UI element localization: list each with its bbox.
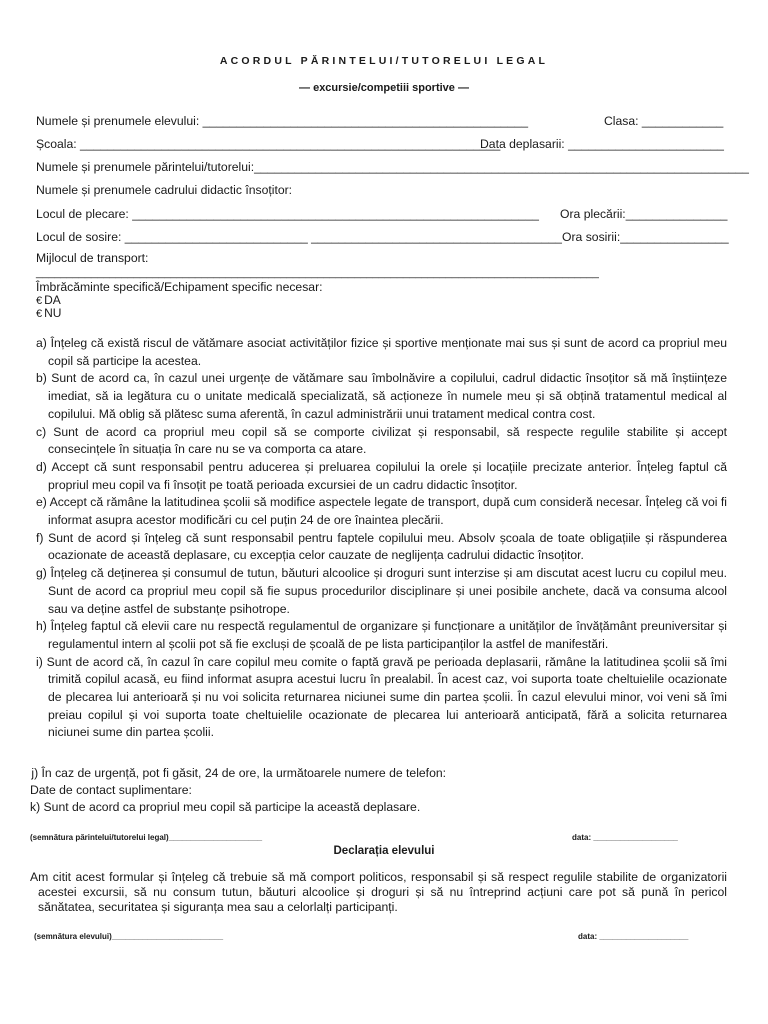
student-date-field[interactable]: data: ____________________ [578, 932, 689, 941]
student-declaration-text: Am citit acest formular și înțeleg că trebuie să mă comport politicos, responsabil și să respect regulile stabilite de organizatorii acestei excursii, să nu consum tutun, băuturi alcoolice și droguri și să nu întreprind acțiuni care pot să pună în pericol sănătatea, securitatea și siguranța mea sau a celorlalți participanți. [30, 870, 727, 914]
student-signature-field[interactable]: (semnătura elevului)_________________________ [34, 932, 224, 941]
clauses-list [36, 335, 727, 742]
clause-c: c) Sunt de acord ca propriul meu copil să se comporte civilizat și responsabil, să respecte regulile stabilite și accept consecințele în situația în care nu se va comporta ca atare. [36, 424, 727, 457]
clause-b: b) Sunt de acord ca, în cazul unei urgențe de vătămare sau îmbolnăvire a copilului, cadrul didactic însoțitor să mă înștiințeze imediat, să ia legătura cu o unitate medicală specializată, să acționeze în numele meu și să obțină tratamentul medical al copilului. Mă oblig să plătesc suma aferentă, în cazul administrării unui tratament medical contra cost. [36, 371, 727, 421]
checkbox-icon[interactable]: € [36, 308, 43, 320]
document-title: ACORDUL PĂRINTELUI/TUTORELUI LEGAL [219, 55, 549, 67]
teacher-name-label: Numele și prenumele cadrului didactic însoțitor: [36, 183, 293, 197]
clause-d: d) Accept că sunt responsabil pentru aducerea și preluarea copilului la orele și locațiile precizate anterior. Înțeleg faptul că propriul meu copil va fi însoțit pe toată perioada excursiei de un cadru didactic însoțitor. [36, 459, 727, 492]
clause-h: h) Înțeleg faptul că elevii care nu respectă regulamentul de organizare și funcționare a unităților de învățământ preuniversitar și regulamentul intern al școlii pot să fie excluși de școală de pe lista participanților la astfel de manifestări. [36, 619, 727, 651]
checkbox-icon[interactable]: € [36, 295, 43, 307]
student-name-field[interactable]: Numele și prenumele elevului: ________________________________________________ [36, 114, 528, 128]
student-declaration [30, 870, 727, 915]
departure-place-field[interactable]: Locul de plecare: ____________________________________________________________ [36, 207, 539, 221]
option-nu[interactable] [36, 307, 61, 320]
equipment-label: Îmbrăcăminte specifică/Echipament specific necesar: [36, 280, 323, 294]
clause-a: a) Înțeleg că există riscul de vătămare asociat activităților fizice și sportive menționate mai sus și sunt de acord ca propriul meu copil să participe la acestea. [36, 336, 727, 368]
option-nu-label: NU [44, 306, 62, 320]
parent-signature-field[interactable]: (semnătura părintelui/tutorelui legal)_____________________ [30, 833, 263, 842]
clause-e: e) Accept că rămâne la latitudinea școlii să modifice aspectele legate de transport, după cum consideră necesar. Înțeleg că voi fi informat asupra acestor modificări cu cel puțin 24 de ore înaintea plecării. [36, 495, 727, 528]
document-subtitle: — excursie/competiii sportive — [299, 82, 469, 94]
student-declaration-title: Declarația elevului [333, 845, 435, 857]
transport-label: Mijlocul de transport: [36, 251, 149, 265]
trip-date-field[interactable]: Data deplasarii: _______________________ [480, 137, 724, 151]
extra-contact-label: Date de contact suplimentare: [30, 783, 192, 797]
class-field[interactable]: Clasa: ____________ [604, 114, 724, 128]
clause-i: i) Sunt de acord că, în cazul în care copilul meu comite o faptă gravă pe perioada deplasarii, rămâne la latitudinea școlii să îmi trimită copilul acasă, eu fiind informat asupra acestui lucru în prealabil. În acest caz, voi suporta toate cheltuielile ocazionate de plecarea lui anterioară și nu voi solicita returnarea niciunei sume din partea școlii. În cazul elevului minor, voi veni să îmi preiau copilul și voi suporta toate cheltuielile ocazionate de plecarea lui anterioară anticipată, fără a solicita returnarea niciunei sume din partea școlii. [36, 654, 727, 740]
parent-name-field[interactable]: Numele și prenumele părintelui/tutorelui:_________________________________________________________________________ [36, 160, 749, 174]
transport-field[interactable]: ____________________________________________________________________________________________ [36, 267, 599, 279]
clause-g: g) Înțeleg că deținerea și consumul de tutun, băuturi alcoolice și droguri sunt interzise și am discutat acest lucru cu copilul meu. Sunt de acord ca propriul meu copil să fie supus procedurilor disciplinare și unei posibile anchete, dacă va consuma alcool sau va deține astfel de substanțe psihotrope. [36, 566, 727, 616]
arrival-place-field[interactable]: Locul de sosire: ___________________________ _____________________________________ [36, 230, 562, 244]
emergency-phone-label: j) În caz de urgență, pot fi găsit, 24 de ore, la următoarele numere de telefon: [28, 766, 447, 780]
option-da-label: DA [44, 293, 61, 307]
clause-f: f) Sunt de acord și înțeleg că sunt responsabil pentru faptele copilului meu. Absolv școala de toate obligațiile și răspunderea ocazionate de această deplasare, cu excepția celor cauzate de neglijența cadrului didactic însoțitor. [36, 530, 727, 563]
arrival-time-field[interactable]: Ora sosirii:________________ [562, 230, 729, 244]
parent-date-field[interactable]: data: ___________________ [572, 833, 678, 842]
participation-consent: k) Sunt de acord ca propriul meu copil să participe la această deplasare. [30, 800, 421, 814]
departure-time-field[interactable]: Ora plecării:_______________ [560, 207, 728, 221]
school-field[interactable]: Școala: ______________________________________________________________ [36, 137, 501, 151]
